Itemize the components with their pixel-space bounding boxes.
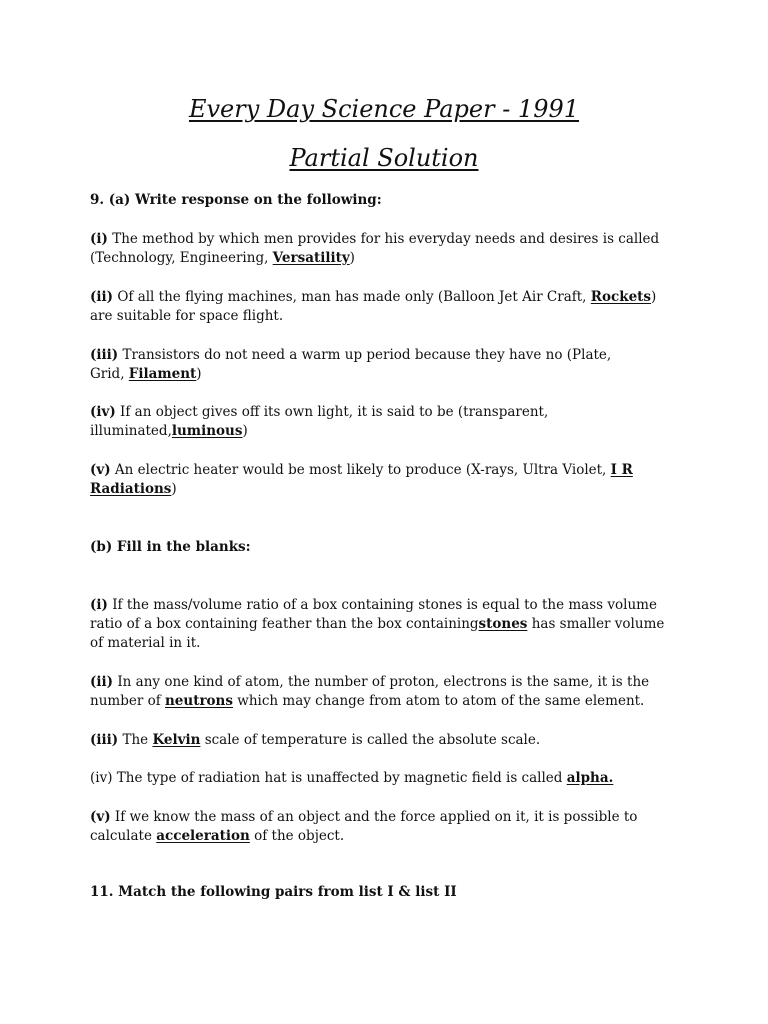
question-number: (iv) xyxy=(90,770,113,786)
question-text: The xyxy=(118,732,153,748)
question-text-end: has smaller volume of material in it. xyxy=(90,616,665,651)
question-text-end: which may change from atom to atom of the same element. xyxy=(232,693,645,709)
question-text-end: scale of temperature is called the absolute scale. xyxy=(200,732,541,748)
question-number: (iii) xyxy=(90,732,119,748)
question-text-end: of the object. xyxy=(249,828,345,844)
answer: alpha. xyxy=(566,770,614,786)
question-number: (iv) xyxy=(90,404,116,420)
question-text-end: ) xyxy=(242,423,248,439)
question-number: (i) xyxy=(90,597,108,613)
question-b-ii xyxy=(90,673,680,711)
question-text: Transistors do not need a warm up period because they have no (Plate, xyxy=(118,347,612,363)
question-text: An electric heater would be most likely to produce (X-rays, Ultra Violet, xyxy=(110,462,611,478)
answer-line2: Radiations xyxy=(90,481,172,497)
question-number: (v) xyxy=(90,809,111,825)
answer: Rockets xyxy=(590,289,652,305)
answer: Filament xyxy=(128,366,197,382)
question-number: (v) xyxy=(90,462,111,478)
answer: Versatility xyxy=(272,250,350,266)
question-text: If the mass/volume ratio of a box containing stones is equal to the mass volume ratio of a box containing feather than the box containing xyxy=(90,597,657,632)
section-b-heading: (b) Fill in the blanks: xyxy=(90,539,251,555)
section-a-heading: 9. (a) Write response on the following: xyxy=(90,192,382,208)
question-b-iv xyxy=(90,769,680,788)
question-number: (i) xyxy=(90,231,108,247)
question-text-end: ) xyxy=(349,250,355,266)
section-11-heading: 11. Match the following pairs from list I & list II xyxy=(90,884,457,900)
answer: Kelvin xyxy=(152,732,201,748)
question-number: (ii) xyxy=(90,289,114,305)
page-subtitle: Partial Solution xyxy=(289,144,479,172)
question-a-iv xyxy=(90,403,680,441)
answer: acceleration xyxy=(156,828,250,844)
question-b-i xyxy=(90,596,680,653)
answer: I R xyxy=(610,462,633,478)
question-text: If we know the mass of an object and the force applied on it, it is possible to calculate xyxy=(90,809,638,844)
question-b-iii xyxy=(90,731,680,750)
answer: stones xyxy=(478,616,528,632)
question-b-v xyxy=(90,808,680,846)
question-text-end: ) xyxy=(196,366,202,382)
question-text-end: ) xyxy=(171,481,177,497)
question-text: The type of radiation hat is unaffected by magnetic field is called xyxy=(112,770,567,786)
question-text: If an object gives off its own light, it is said to be (transparent, xyxy=(115,404,549,420)
question-a-v xyxy=(90,461,680,499)
question-text-line2: Grid, xyxy=(90,366,129,382)
question-number: (ii) xyxy=(90,674,114,690)
answer: luminous xyxy=(171,423,243,439)
question-a-i xyxy=(90,230,680,268)
question-text-end: ) are suitable for space flight. xyxy=(90,289,657,324)
question-a-ii xyxy=(90,288,680,326)
question-text: The method by which men provides for his everyday needs and desires is called (Technology, Engineering, xyxy=(90,231,660,266)
page-title: Every Day Science Paper - 1991 xyxy=(188,95,580,123)
question-text: Of all the flying machines, man has made only (Balloon Jet Air Craft, xyxy=(113,289,591,305)
question-a-iii xyxy=(90,346,680,384)
question-text-line2: illuminated, xyxy=(90,423,172,439)
question-text: In any one kind of atom, the number of proton, electrons is the same, it is the number of xyxy=(90,674,650,709)
answer: neutrons xyxy=(164,693,233,709)
question-number: (iii) xyxy=(90,347,119,363)
